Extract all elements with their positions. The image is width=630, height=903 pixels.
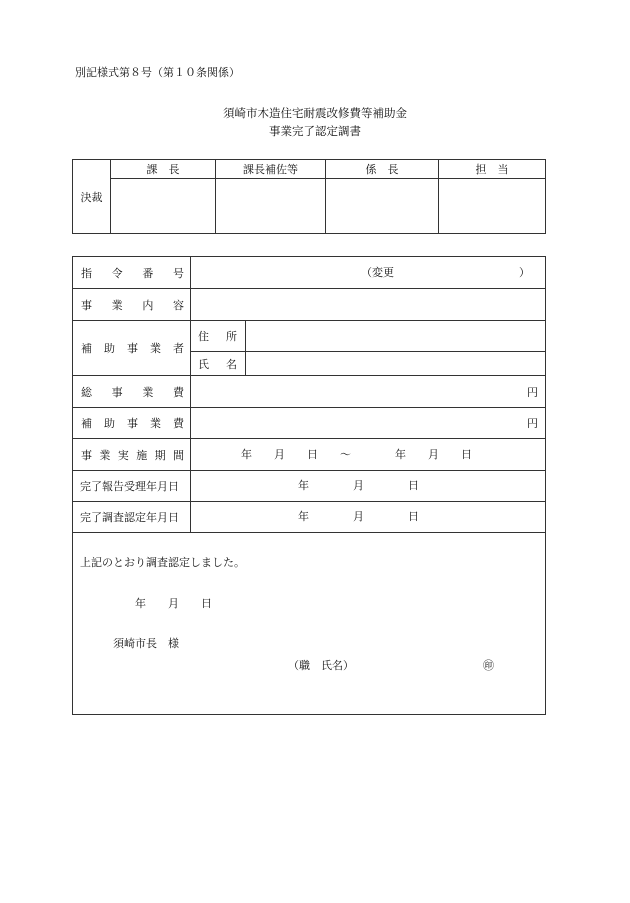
remarks-section <box>73 533 546 715</box>
change-open-text: （変更 <box>361 265 394 279</box>
seal-icon: ㊞ <box>483 659 494 672</box>
approval-table <box>72 159 546 234</box>
document-title-line1: 須崎市木造住宅耐震改修費等補助金 <box>223 106 407 120</box>
approval-stamp-cell[interactable] <box>111 179 216 234</box>
total-cost-label: 総事業費 <box>73 376 191 408</box>
change-close-text: ） <box>519 265 530 279</box>
inspection-date-label: 完了調査認定年月日 <box>73 502 191 533</box>
approval-stamp-cell[interactable] <box>439 179 546 234</box>
subsidy-cost-label: 補助事業費 <box>73 408 191 439</box>
designation-number-label: 指令番号 <box>73 257 191 289</box>
approval-side-label: 決裁 <box>73 160 111 234</box>
approval-stamp-cell[interactable] <box>216 179 326 234</box>
designation-number-field[interactable] <box>191 257 546 289</box>
subsidy-operator-label: 補助事業者 <box>73 321 191 376</box>
report-receipt-date-field[interactable] <box>191 471 546 502</box>
period-text: 年 月 日 ～ 年 月 日 <box>241 447 472 461</box>
project-content-field[interactable] <box>191 289 546 321</box>
date-text: 年 月 日 <box>298 510 419 523</box>
subsidy-cost-field[interactable] <box>191 408 546 439</box>
approval-header-deputy: 課長補佐等 <box>216 160 326 179</box>
implementation-period-label: 事業実施期間 <box>73 439 191 471</box>
inspection-date-field[interactable] <box>191 502 546 533</box>
yen-unit: 円 <box>527 385 538 399</box>
report-receipt-date-label: 完了報告受理年月日 <box>73 471 191 502</box>
name-field[interactable] <box>246 352 546 376</box>
remarks-statement: 上記のとおり調査認定しました。 <box>80 556 245 569</box>
total-cost-field[interactable] <box>191 376 546 408</box>
document-title-line2: 事業完了認定調書 <box>269 124 361 138</box>
yen-unit: 円 <box>527 417 538 430</box>
remarks-official-title: （職 氏名） <box>288 659 354 672</box>
name-label: 氏名 <box>191 352 246 376</box>
remarks-date: 年 月 日 <box>135 597 212 610</box>
completion-form-table <box>72 256 546 715</box>
project-content-label: 事業内容 <box>73 289 191 321</box>
approval-header-section-chief: 課 長 <box>111 160 216 179</box>
implementation-period-field[interactable] <box>191 439 546 471</box>
address-field[interactable] <box>246 321 546 352</box>
remarks-addressee: 須崎市長 様 <box>113 637 179 650</box>
approval-stamp-cell[interactable] <box>326 179 439 234</box>
form-number: 別記様式第８号（第１０条関係） <box>75 66 240 79</box>
date-text: 年 月 日 <box>298 479 419 492</box>
approval-header-subsection-chief: 係 長 <box>326 160 439 179</box>
address-label: 住所 <box>191 321 246 352</box>
approval-header-staff: 担 当 <box>439 160 546 179</box>
